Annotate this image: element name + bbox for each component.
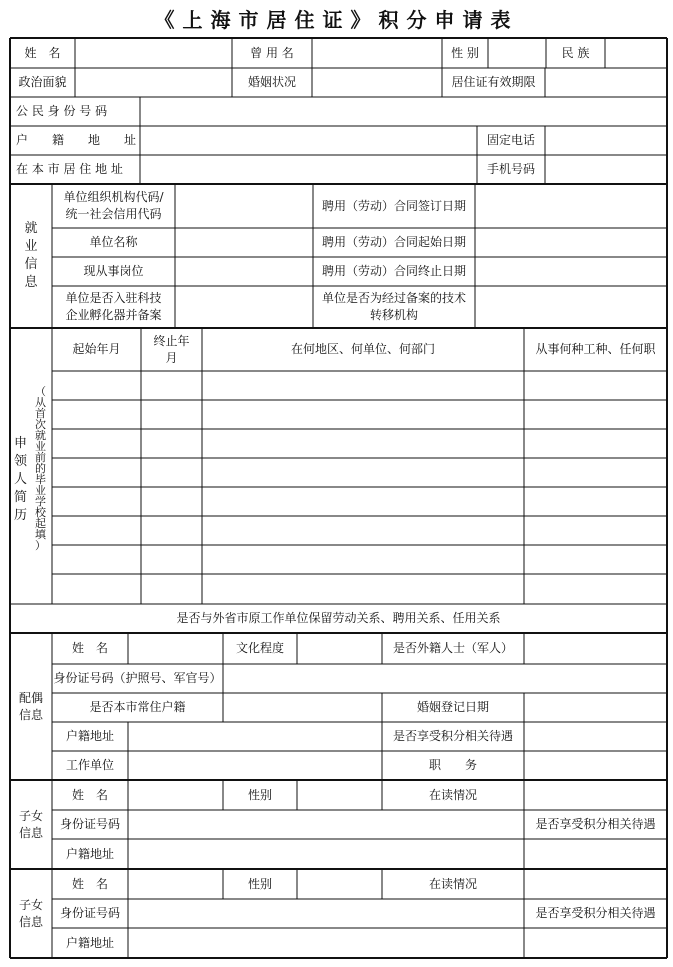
gender-label: 性 别: [451, 45, 479, 60]
input-cell[interactable]: [524, 693, 667, 722]
input-cell[interactable]: [175, 228, 313, 257]
input-cell[interactable]: [141, 487, 202, 516]
input-cell[interactable]: [524, 839, 667, 869]
input-cell[interactable]: [202, 545, 524, 574]
input-cell[interactable]: [297, 780, 382, 810]
input-cell[interactable]: [52, 429, 141, 458]
input-cell[interactable]: [128, 780, 223, 810]
child-benefit-label: 是否享受积分相关待遇: [535, 817, 656, 831]
input-cell[interactable]: [141, 400, 202, 429]
child-section-label: 子女 信息: [18, 897, 43, 929]
input-cell[interactable]: [524, 487, 667, 516]
input-cell[interactable]: [524, 574, 667, 604]
input-cell[interactable]: [52, 574, 141, 604]
input-cell[interactable]: [52, 545, 141, 574]
spouse-name-label: 姓 名: [71, 641, 108, 655]
input-cell[interactable]: [223, 693, 382, 722]
employment-incubator-label: 单位是否入驻科技 企业孵化器并备案: [65, 291, 162, 322]
child-gender-label: 性别: [247, 876, 272, 891]
resume-section-title: 申 领 人 简 历: [13, 436, 27, 523]
input-cell[interactable]: [141, 574, 202, 604]
political-status-label: 政治面貌: [18, 75, 67, 89]
input-cell[interactable]: [202, 429, 524, 458]
permit-validity-label: 居住证有效期限: [451, 75, 536, 89]
child-address-label: 户籍地址: [65, 935, 114, 950]
input-cell[interactable]: [128, 899, 524, 928]
input-cell[interactable]: [524, 928, 667, 958]
spouse-hukou-label: 是否本市常住户籍: [89, 700, 186, 714]
input-cell[interactable]: [545, 68, 667, 97]
col-start-header: 起始年月: [72, 342, 121, 356]
child-name-label: 姓 名: [71, 876, 108, 891]
child-gender-label: 性别: [247, 787, 272, 802]
input-cell[interactable]: [140, 97, 667, 126]
input-cell[interactable]: [524, 400, 667, 429]
spouse-id-label: 身份证号码（护照号、军官号）: [53, 671, 222, 685]
input-cell[interactable]: [141, 545, 202, 574]
spouse-foreign-label: 是否外籍人士（军人）: [392, 641, 513, 655]
mobile-label: 手机号码: [486, 162, 535, 176]
input-cell[interactable]: [141, 458, 202, 487]
input-cell[interactable]: [128, 722, 382, 751]
employment-contract-sign-date-label: 聘用（劳动）合同签订日期: [321, 198, 466, 213]
spouse-benefit-label: 是否享受积分相关待遇: [392, 729, 513, 743]
input-cell[interactable]: [524, 458, 667, 487]
input-cell[interactable]: [202, 458, 524, 487]
input-cell[interactable]: [128, 869, 223, 899]
retain-relation-question: 是否与外省市原工作单位保留劳动关系、聘用关系、任用关系: [176, 611, 501, 625]
local-address-label: 在 本 市 居 住 地 址: [16, 162, 123, 176]
id-number-label: 公 民 身 份 号 码: [16, 104, 108, 118]
input-cell[interactable]: [128, 810, 524, 839]
employment-contract-end-date-label: 聘用（劳动）合同终止日期: [321, 264, 466, 278]
input-cell[interactable]: [52, 487, 141, 516]
input-cell[interactable]: [128, 928, 524, 958]
input-cell[interactable]: [175, 257, 313, 286]
input-cell[interactable]: [312, 68, 442, 97]
spouse-marriage-date-label: 婚姻登记日期: [416, 700, 489, 714]
input-cell[interactable]: [475, 184, 667, 228]
input-cell[interactable]: [75, 68, 232, 97]
input-cell[interactable]: [524, 545, 667, 574]
col-end-header: 终止年 月: [153, 333, 190, 365]
input-cell[interactable]: [545, 155, 667, 184]
input-cell[interactable]: [75, 38, 232, 68]
spouse-position-label: 职 务: [428, 758, 477, 772]
child-address-label: 户籍地址: [65, 846, 114, 861]
input-cell[interactable]: [141, 371, 202, 400]
child-benefit-label: 是否享受积分相关待遇: [535, 906, 656, 920]
spouse-address-label: 户籍地址: [65, 729, 114, 743]
input-cell[interactable]: [297, 869, 382, 899]
form-title: 《上海市居住证》积分申请表: [154, 8, 519, 32]
input-cell[interactable]: [141, 429, 202, 458]
employment-section-label: 就 业 信 息: [24, 221, 38, 290]
name-label: 姓 名: [24, 45, 61, 60]
child-school-label: 在读情况: [428, 876, 477, 891]
employment-unit-name-label: 单位名称: [89, 235, 138, 249]
spouse-work-unit-label: 工作单位: [65, 758, 114, 772]
input-cell[interactable]: [524, 780, 667, 810]
input-cell[interactable]: [202, 487, 524, 516]
input-cell[interactable]: [488, 38, 546, 68]
input-cell[interactable]: [175, 286, 313, 328]
used-name-label: 曾 用 名: [250, 45, 294, 60]
input-cell[interactable]: [524, 516, 667, 545]
input-cell[interactable]: [524, 429, 667, 458]
input-cell[interactable]: [128, 633, 223, 664]
col-where-header: 在何地区、何单位、何部门: [290, 342, 435, 356]
input-cell[interactable]: [52, 516, 141, 545]
input-cell[interactable]: [52, 400, 141, 429]
input-cell[interactable]: [297, 633, 382, 664]
input-cell[interactable]: [52, 371, 141, 400]
child-school-label: 在读情况: [428, 787, 477, 802]
employment-contract-start-date-label: 聘用（劳动）合同起始日期: [321, 235, 466, 249]
input-cell[interactable]: [545, 126, 667, 155]
col-job-header: 从事何种工种、任何职: [535, 342, 656, 356]
child-name-label: 姓 名: [71, 787, 108, 802]
employment-org-code-label: 单位组织机构代码/ 统一社会信用代码: [63, 190, 164, 221]
input-cell[interactable]: [202, 574, 524, 604]
input-cell[interactable]: [202, 371, 524, 400]
input-cell[interactable]: [524, 751, 667, 780]
input-cell[interactable]: [202, 400, 524, 429]
spouse-education-label: 文化程度: [235, 641, 284, 655]
input-cell[interactable]: [175, 184, 313, 228]
input-cell[interactable]: [223, 664, 667, 693]
input-cell[interactable]: [128, 751, 382, 780]
input-cell[interactable]: [524, 869, 667, 899]
input-cell[interactable]: [141, 516, 202, 545]
child-id-label: 身份证号码: [59, 817, 120, 831]
input-cell[interactable]: [475, 257, 667, 286]
marital-status-label: 婚姻状况: [247, 75, 296, 89]
input-cell[interactable]: [140, 126, 477, 155]
input-cell[interactable]: [524, 371, 667, 400]
input-cell[interactable]: [202, 516, 524, 545]
input-cell[interactable]: [524, 722, 667, 751]
employment-current-post-label: 现从事岗位: [83, 264, 144, 278]
input-cell[interactable]: [605, 38, 667, 68]
resume-section-note: （ 从 首 次 就 业 前 的 毕 业 学 校 起 填 ）: [35, 384, 46, 552]
input-cell[interactable]: [312, 38, 442, 68]
household-address-label: 户 籍 地 址: [16, 133, 137, 147]
input-cell[interactable]: [524, 633, 667, 664]
input-cell[interactable]: [52, 458, 141, 487]
landline-label: 固定电话: [486, 133, 535, 147]
ethnicity-label: 民 族: [561, 45, 590, 60]
input-cell[interactable]: [475, 228, 667, 257]
spouse-section-label: 配偶 信息: [18, 690, 43, 722]
employment-tech-transfer-label: 单位是否为经过备案的技术 转移机构: [321, 291, 466, 322]
child-id-label: 身份证号码: [59, 906, 120, 920]
input-cell[interactable]: [475, 286, 667, 328]
input-cell[interactable]: [140, 155, 477, 184]
child-section-label: 子女 信息: [18, 808, 43, 840]
input-cell[interactable]: [128, 839, 524, 869]
